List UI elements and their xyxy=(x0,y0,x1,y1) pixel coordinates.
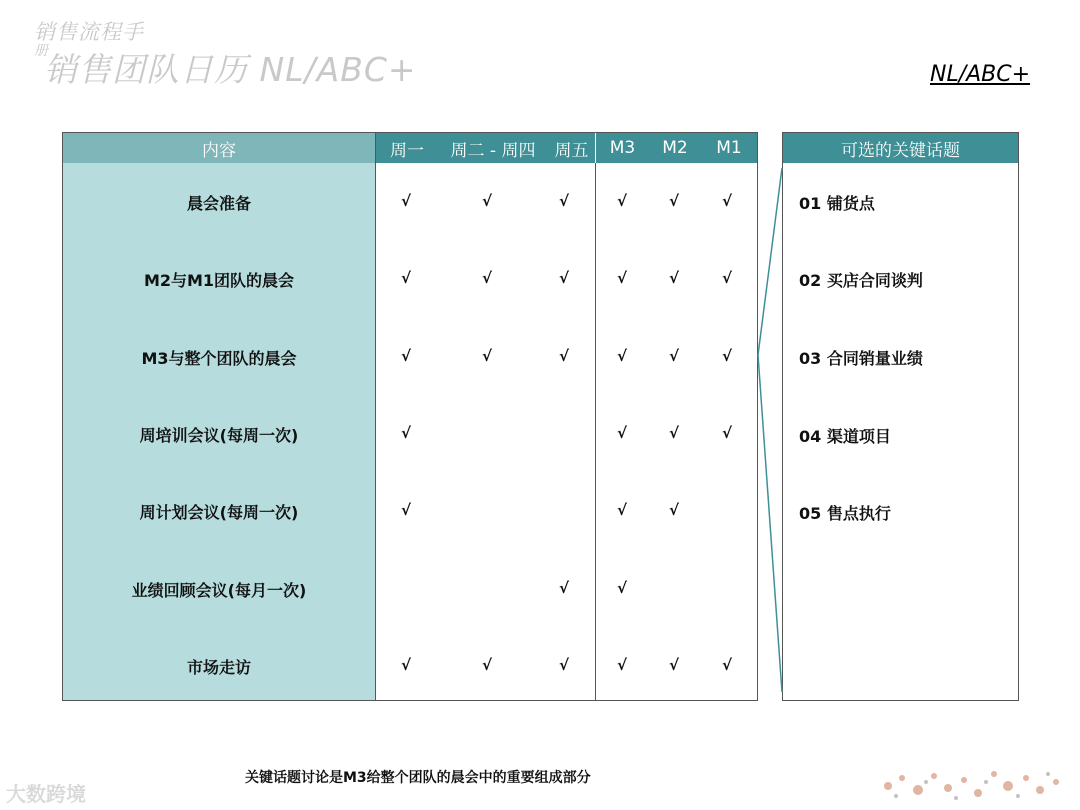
check-mark: √ xyxy=(721,424,732,442)
check-mark: √ xyxy=(558,192,569,210)
header-m1: M1 xyxy=(701,133,757,163)
check-mark: √ xyxy=(616,501,627,519)
subtitle-line2: 册 xyxy=(34,43,48,59)
check-mark: √ xyxy=(400,501,411,519)
topic-item: 04 渠道项目 xyxy=(799,427,891,446)
row-label: M2与M1团队的晨会 xyxy=(143,271,295,290)
topic-item: 02 买店合同谈判 xyxy=(799,271,923,290)
row-label: M3与整个团队的晨会 xyxy=(141,349,297,368)
header-tue-thu: 周二 - 周四 xyxy=(438,133,548,163)
subtitle: 销售流程手 xyxy=(34,20,144,44)
check-mark: √ xyxy=(481,656,492,674)
check-mark: √ xyxy=(481,269,492,287)
check-mark: √ xyxy=(721,192,732,210)
check-mark: √ xyxy=(616,347,627,365)
bracket-connector xyxy=(757,160,783,700)
check-mark: √ xyxy=(616,424,627,442)
check-mark: √ xyxy=(400,347,411,365)
header-monday: 周一 xyxy=(376,133,438,163)
check-mark: √ xyxy=(481,192,492,210)
check-mark: √ xyxy=(400,424,411,442)
check-mark: √ xyxy=(721,269,732,287)
check-mark: √ xyxy=(558,347,569,365)
topic-item: 05 售点执行 xyxy=(799,504,891,523)
schedule-table xyxy=(62,132,758,701)
check-mark: √ xyxy=(558,579,569,597)
page-title: 销售团队日历 NL/ABC+ xyxy=(44,50,417,89)
check-mark: √ xyxy=(668,192,679,210)
row-label: 周计划会议(每周一次) xyxy=(139,503,299,522)
corner-label: NL/ABC+ xyxy=(930,62,1031,87)
row-label: 周培训会议(每周一次) xyxy=(139,426,299,445)
column-divider xyxy=(595,163,596,700)
check-mark: √ xyxy=(668,656,679,674)
check-mark: √ xyxy=(558,656,569,674)
check-mark: √ xyxy=(558,269,569,287)
header-content: 内容 xyxy=(63,133,375,163)
topics-header: 可选的关键话题 xyxy=(783,133,1018,163)
check-mark: √ xyxy=(481,347,492,365)
check-mark: √ xyxy=(616,192,627,210)
check-mark: √ xyxy=(400,269,411,287)
check-mark: √ xyxy=(616,269,627,287)
check-mark: √ xyxy=(668,424,679,442)
check-mark: √ xyxy=(668,347,679,365)
check-mark: √ xyxy=(668,269,679,287)
row-label: 业绩回顾会议(每月一次) xyxy=(131,581,307,600)
header-friday: 周五 xyxy=(548,133,595,163)
footer-note: 关键话题讨论是M3给整个团队的晨会中的重要组成部分 xyxy=(245,770,591,786)
topic-item: 01 铺货点 xyxy=(799,194,875,213)
brand-watermark: 大数跨境 xyxy=(6,782,86,806)
check-mark: √ xyxy=(721,656,732,674)
check-mark: √ xyxy=(616,656,627,674)
topic-item: 03 合同销量业绩 xyxy=(799,349,923,368)
check-mark: √ xyxy=(616,579,627,597)
content-column xyxy=(63,133,376,700)
header-m2: M2 xyxy=(649,133,701,163)
row-label: 市场走访 xyxy=(186,658,251,677)
header-m3: M3 xyxy=(596,133,649,163)
check-mark: √ xyxy=(400,192,411,210)
check-mark: √ xyxy=(668,501,679,519)
decorative-pattern xyxy=(868,738,1078,808)
check-mark: √ xyxy=(400,656,411,674)
topics-panel xyxy=(782,132,1019,701)
row-label: 晨会准备 xyxy=(186,194,251,213)
check-mark: √ xyxy=(721,347,732,365)
